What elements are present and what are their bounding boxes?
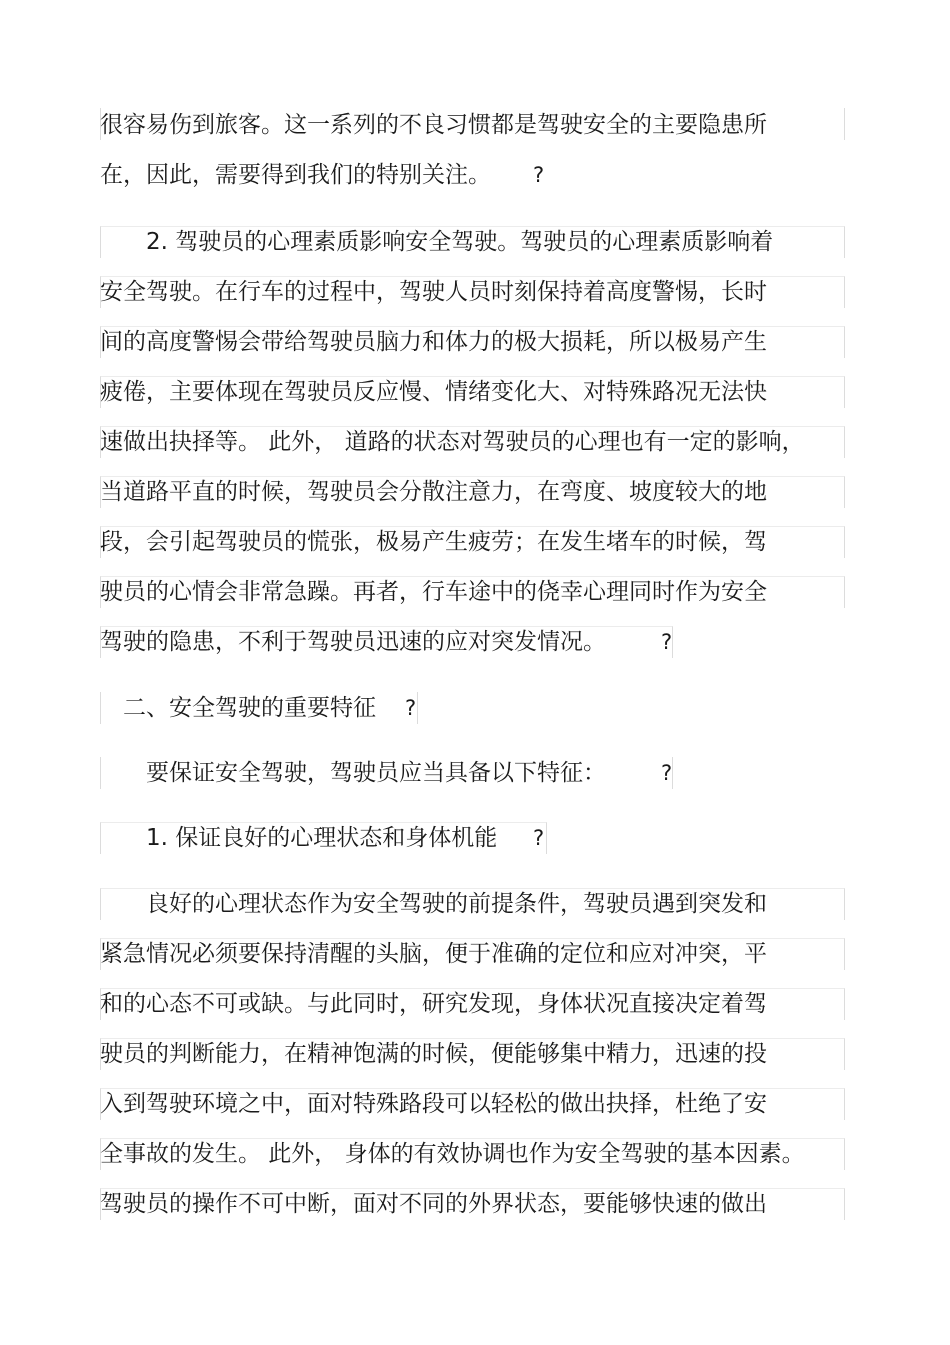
paragraph-line: 全事故的发生。 此外， 身体的有效协调也作为安全驾驶的基本因素。 — [100, 1141, 805, 1167]
section-heading: 二、安全驾驶的重要特征 — [100, 695, 376, 721]
paragraph-line: 驶员的判断能力，在精神饱满的时候，便能够集中精力，迅速的投 — [100, 1041, 767, 1067]
paragraph-line: 速做出抉择等。 此外， 道路的状态对驾驶员的心理也有一定的影响， — [100, 429, 805, 455]
paragraph-line: 间的高度警惕会带给驾驶员脑力和体力的极大损耗，所以极易产生 — [100, 329, 767, 355]
paragraph-line: 很容易伤到旅客。这一系列的不良习惯都是驾驶安全的主要隐患所 — [100, 112, 767, 138]
paragraph-line: 驾驶的隐患，不利于驾驶员迅速的应对突发情况。 — [100, 629, 606, 655]
unknown-glyph-marker: ? — [405, 696, 417, 720]
paragraph-line: 当道路平直的时候，驾驶员会分散注意力，在弯度、坡度较大的地 — [100, 479, 767, 505]
paragraph-line: 良好的心理状态作为安全驾驶的前提条件，驾驶员遇到突发和 — [100, 891, 767, 917]
subsection-heading: 1. 保证良好的心理状态和身体机能 — [100, 825, 498, 851]
unknown-glyph-marker: ? — [661, 761, 673, 785]
unknown-glyph-marker: ? — [533, 163, 545, 187]
paragraph-line: 段，会引起驾驶员的慌张，极易产生疲劳；在发生堵车的时候，驾 — [100, 529, 767, 555]
paragraph-line: 紧急情况必须要保持清醒的头脑，便于准确的定位和应对冲突，平 — [100, 941, 767, 967]
paragraph-line: 入到驾驶环境之中，面对特殊路段可以轻松的做出抉择，杜绝了安 — [100, 1091, 767, 1117]
paragraph-line: 和的心态不可或缺。与此同时，研究发现，身体状况直接决定着驾 — [100, 991, 767, 1017]
paragraph-line: 驶员的心情会非常急躁。再者，行车途中的侥幸心理同时作为安全 — [100, 579, 767, 605]
paragraph-line: 要保证安全驾驶，驾驶员应当具备以下特征： — [100, 760, 606, 786]
paragraph-line: 驾驶员的操作不可中断，面对不同的外界状态，要能够快速的做出 — [100, 1191, 767, 1217]
paragraph-line: 在，因此，需要得到我们的特别关注。 — [100, 162, 491, 188]
paragraph-line: 疲倦，主要体现在驾驶员反应慢、情绪变化大、对特殊路况无法快 — [100, 379, 767, 405]
unknown-glyph-marker: ? — [661, 630, 673, 654]
paragraph-line: 安全驾驶。在行车的过程中，驾驶人员时刻保持着高度警惕，长时 — [100, 279, 767, 305]
paragraph-line: 2. 驾驶员的心理素质影响安全驾驶。驾驶员的心理素质影响着 — [100, 229, 774, 255]
unknown-glyph-marker: ? — [533, 826, 545, 850]
